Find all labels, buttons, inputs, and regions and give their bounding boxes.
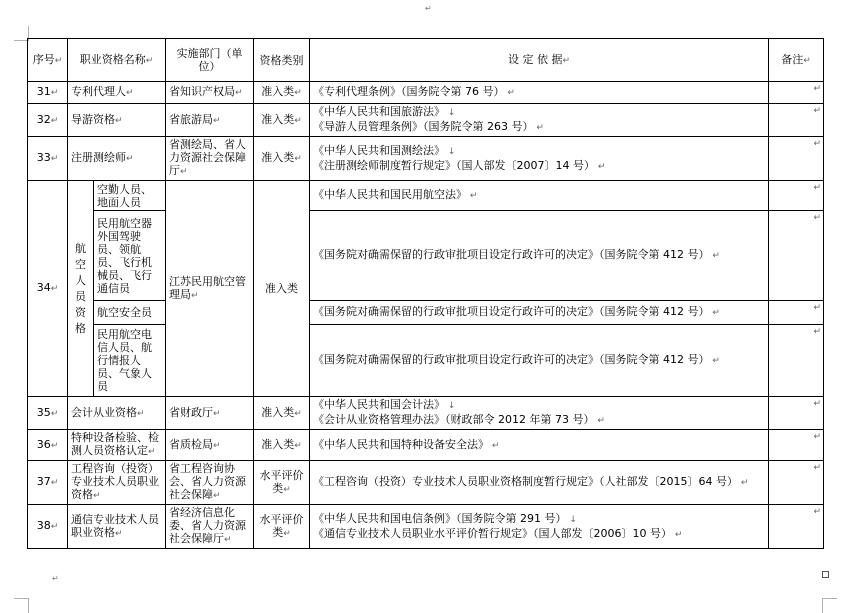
aviation-subrow xyxy=(28,325,824,397)
row-number xyxy=(28,82,68,104)
qualification-name xyxy=(68,505,166,549)
paragraph-mark: ↵ xyxy=(137,408,145,419)
legal-basis xyxy=(310,301,769,325)
note-cell xyxy=(769,430,824,461)
paragraph-mark: ↵ xyxy=(813,213,822,223)
row-number-text: 31 xyxy=(36,85,51,98)
qualification-name-text: 会计从业资格 xyxy=(71,405,137,419)
department xyxy=(166,104,254,137)
aviation-group-text: 航空人员资格 xyxy=(75,241,86,335)
sub-name-text: 民用航空电信人员、航行情报人员、气象人员 xyxy=(97,328,152,393)
department xyxy=(166,505,254,549)
department xyxy=(166,397,254,430)
note-cell xyxy=(769,301,824,325)
row-number xyxy=(28,137,68,181)
paragraph-mark: ↵ xyxy=(180,167,188,177)
qualification-type xyxy=(254,104,310,137)
paragraph-mark: ↵ xyxy=(50,478,59,488)
header-note: 备注↵ xyxy=(769,39,824,82)
legal-basis xyxy=(310,104,769,137)
aviation-sub-name xyxy=(94,181,166,211)
aviation-subrow xyxy=(28,301,824,325)
paragraph-mark: ↵ xyxy=(115,115,123,126)
basis-line xyxy=(313,398,765,413)
table-resize-handle[interactable] xyxy=(822,571,829,578)
legal-basis xyxy=(310,137,769,181)
type-text: 水平评价类 xyxy=(259,512,304,539)
note-cell xyxy=(769,211,824,301)
row-number-text: 32 xyxy=(36,112,51,126)
qualification-name xyxy=(68,104,166,137)
type-text: 准入类 xyxy=(261,405,295,419)
header-dept: 实施部门（单位） xyxy=(166,39,254,82)
paragraph-mark: ↵ xyxy=(533,123,544,133)
paragraph-mark: ↵ xyxy=(425,4,432,13)
paragraph-mark: ↵ xyxy=(813,463,822,473)
paragraph-mark: ↵ xyxy=(504,88,515,98)
sub-name-text: 空勤人员、地面人员 xyxy=(97,182,152,209)
paragraph-mark: ↵ xyxy=(813,507,822,517)
paragraph-mark: ↵ xyxy=(126,154,134,164)
paragraph-mark: ↵ xyxy=(467,191,478,201)
basis-text: 《通信专业技术人员职业水平评价暂行规定》（国人部发〔2006〕10 号） xyxy=(313,526,673,540)
basis-text: 《中华人民共和国会计法》 xyxy=(313,398,446,411)
paragraph-mark: ↵ xyxy=(283,528,291,539)
row-number-text: 36 xyxy=(36,437,51,451)
basis-text: 《工程咨询（投资）专业技术人员职业资格制度暂行规定》（人社部发〔2015〕64 号） xyxy=(313,475,739,488)
department xyxy=(166,461,254,505)
paragraph-mark: ↵ xyxy=(813,106,822,116)
qualification-name xyxy=(68,430,166,461)
type-text: 准入类 xyxy=(261,85,295,98)
basis-line xyxy=(313,105,765,120)
paragraph-mark: ↵ xyxy=(294,408,302,419)
row-number xyxy=(28,104,68,137)
basis-text: 《中华人民共和国特种设备安全法》 xyxy=(313,437,490,451)
header-type: 资格类别 xyxy=(254,39,310,82)
paragraph-mark: ↵ xyxy=(50,88,59,98)
basis-text: 《会计从业资格管理办法》（财政部令 2012 年第 73 号） xyxy=(313,413,595,426)
header-no: 序号↵ xyxy=(28,39,68,82)
department xyxy=(166,430,254,461)
table-row xyxy=(28,397,824,430)
paragraph-mark: ↵ xyxy=(813,327,822,337)
row-number-text: 33 xyxy=(36,151,51,164)
paragraph-mark: ↵ xyxy=(294,88,302,98)
note-cell xyxy=(769,505,824,549)
row-number xyxy=(28,430,68,461)
type-text: 准入类 xyxy=(265,282,299,295)
note-cell xyxy=(769,104,824,137)
basis-line xyxy=(313,413,765,428)
note-cell xyxy=(769,82,824,104)
aviation-group-label xyxy=(68,181,94,397)
qualification-type xyxy=(254,430,310,461)
paragraph-mark: ↵ xyxy=(294,115,302,126)
qualification-name-text: 专利代理人 xyxy=(71,85,126,98)
department xyxy=(166,82,254,104)
qualification-name xyxy=(68,82,166,104)
paragraph-mark: ↵ xyxy=(50,154,59,164)
legal-basis xyxy=(310,505,769,549)
basis-text: 《国务院对确需保留的行政审批项目设定行政许可的决定》（国务院令第 412 号） xyxy=(313,305,710,318)
paragraph-mark: ↵ xyxy=(738,478,749,488)
paragraph-mark: ↵ xyxy=(224,535,232,545)
paragraph-mark: ↵ xyxy=(52,574,59,583)
paragraph-mark: ↵ xyxy=(50,284,59,294)
qualification-name xyxy=(68,461,166,505)
qualification-name xyxy=(68,397,166,430)
row-number-text: 35 xyxy=(36,405,51,419)
paragraph-mark: ↵ xyxy=(213,440,221,451)
qualification-type xyxy=(254,461,310,505)
qualification-type xyxy=(254,397,310,430)
paragraph-mark: ↵ xyxy=(294,154,302,164)
row-number-text: 37 xyxy=(36,475,51,488)
paragraph-mark: ↵ xyxy=(50,522,59,532)
paragraph-mark: ↵ xyxy=(709,308,720,318)
row-number-text: 34 xyxy=(36,281,51,294)
department-text: 省测绘局、省人力资源社会保障厅 xyxy=(169,138,247,177)
qualification-table xyxy=(27,38,824,549)
basis-text: 《中华人民共和国测绘法》 xyxy=(313,143,446,157)
paragraph-mark: ↓ xyxy=(445,108,456,118)
basis-line xyxy=(313,438,765,453)
qualification-name-text: 导游资格 xyxy=(71,112,115,126)
qualification-type xyxy=(254,82,310,104)
department-text: 省财政厅 xyxy=(169,405,214,419)
department xyxy=(166,181,254,397)
table-row xyxy=(28,505,824,549)
basis-line xyxy=(313,527,765,542)
table-row xyxy=(28,82,824,104)
type-text: 准入类 xyxy=(261,112,295,126)
basis-text: 《注册测绘师制度暂行规定》（国人部发〔2007〕14 号） xyxy=(313,158,596,172)
sub-name-text: 民用航空器外国驾驶员、领航员、飞行机械员、飞行通信员 xyxy=(97,216,152,295)
paragraph-mark: ↵ xyxy=(813,84,822,94)
basis-text: 《中华人民共和国电信条例》（国务院令第 291 号） xyxy=(313,511,567,525)
paragraph-mark: ↵ xyxy=(594,416,605,426)
note-cell xyxy=(769,325,824,397)
basis-text: 《导游人员管理条例》（国务院令第 263 号） xyxy=(313,120,534,133)
legal-basis xyxy=(310,461,769,505)
type-text: 水平评价类 xyxy=(259,468,304,495)
paragraph-mark: ↵ xyxy=(595,161,606,172)
paragraph-mark: ↵ xyxy=(813,139,822,149)
basis-line xyxy=(313,85,765,100)
basis-line xyxy=(313,512,765,527)
basis-text: 《专利代理条例》（国务院令第 76 号） xyxy=(313,85,505,98)
note-cell xyxy=(769,397,824,430)
paragraph-mark: ↵ xyxy=(709,356,720,366)
aviation-subrow xyxy=(28,181,824,211)
basis-line xyxy=(313,475,765,490)
paragraph-mark: ↵ xyxy=(709,251,720,261)
paragraph-mark: ↓ xyxy=(566,514,577,525)
row-number xyxy=(28,461,68,505)
note-cell xyxy=(769,137,824,181)
qualification-type xyxy=(254,505,310,549)
table-row xyxy=(28,430,824,461)
paragraph-mark: ↵ xyxy=(50,440,59,451)
table-row xyxy=(28,104,824,137)
aviation-sub-name xyxy=(94,211,166,301)
paragraph-mark: ↵ xyxy=(191,290,199,301)
paragraph-mark: ↵ xyxy=(813,399,822,409)
department-text: 江苏民用航空管理局 xyxy=(169,274,247,301)
note-cell xyxy=(769,181,824,211)
paragraph-mark: ↵ xyxy=(294,440,302,451)
paragraph-mark: ↵ xyxy=(126,88,134,98)
paragraph-mark: ↵ xyxy=(672,529,683,540)
sub-name-text: 航空安全员 xyxy=(97,306,152,319)
qualification-name-text: 工程咨询（投资）专业技术人员职业资格 xyxy=(71,462,159,501)
crop-mark-bottom-right xyxy=(822,598,837,613)
department-text: 省工程咨询协会、省人力资源社会保障 xyxy=(169,462,247,501)
header-row xyxy=(28,39,824,82)
paragraph-mark: ↵ xyxy=(213,115,221,126)
basis-text: 《中华人民共和国旅游法》 xyxy=(313,105,446,118)
row-number-text: 38 xyxy=(36,519,51,532)
paragraph-mark: ↵ xyxy=(813,183,822,193)
paragraph-mark: ↵ xyxy=(115,528,123,539)
paragraph-mark: ↵ xyxy=(50,408,59,419)
basis-line xyxy=(313,144,765,159)
department-text: 省经济信息化委、省人力资源社会保障厅 xyxy=(169,506,247,545)
crop-mark-bottom-left xyxy=(14,598,29,613)
basis-line xyxy=(313,159,765,174)
department-text: 省旅游局 xyxy=(169,112,214,126)
table-row xyxy=(28,137,824,181)
basis-text: 《国务院对确需保留的行政审批项目设定行政许可的决定》（国务院令第 412 号） xyxy=(313,248,710,261)
legal-basis xyxy=(310,325,769,397)
paragraph-mark: ↵ xyxy=(283,484,291,495)
table-row xyxy=(28,461,824,505)
paragraph-mark: ↵ xyxy=(489,440,500,451)
department-text: 省质检局 xyxy=(169,437,214,451)
legal-basis xyxy=(310,430,769,461)
qualification-type xyxy=(254,137,310,181)
qualification-name-text: 通信专业技术人员职业资格 xyxy=(71,512,159,539)
legal-basis xyxy=(310,181,769,211)
paragraph-mark: ↵ xyxy=(813,303,822,313)
basis-line xyxy=(313,120,765,135)
paragraph-mark: ↵ xyxy=(93,491,101,501)
header-basis: 设 定 依 据↵ xyxy=(310,39,769,82)
department xyxy=(166,137,254,181)
basis-text: 《国务院对确需保留的行政审批项目设定行政许可的决定》（国务院令第 412 号） xyxy=(313,353,710,366)
row-number xyxy=(28,181,68,397)
paragraph-mark: ↓ xyxy=(445,401,456,411)
row-number xyxy=(28,505,68,549)
aviation-sub-name xyxy=(94,325,166,397)
paragraph-mark: ↵ xyxy=(50,115,59,126)
type-text: 准入类 xyxy=(261,151,295,164)
paragraph-mark: ↵ xyxy=(213,408,221,419)
paragraph-mark: ↵ xyxy=(213,491,221,501)
paragraph-mark: ↵ xyxy=(148,447,156,457)
aviation-subrow xyxy=(28,211,824,301)
qualification-name xyxy=(68,137,166,181)
paragraph-mark: ↵ xyxy=(235,88,243,98)
row-number xyxy=(28,397,68,430)
paragraph-mark: ↵ xyxy=(813,432,822,442)
basis-text: 《中华人民共和国民用航空法》 xyxy=(313,188,468,201)
legal-basis xyxy=(310,211,769,301)
department-text: 省知识产权局 xyxy=(169,85,236,98)
header-name: 职业资格名称↵ xyxy=(68,39,166,82)
type-text: 准入类 xyxy=(261,437,295,451)
note-cell xyxy=(769,461,824,505)
legal-basis xyxy=(310,82,769,104)
aviation-sub-name xyxy=(94,301,166,325)
qualification-name-text: 注册测绘师 xyxy=(71,151,126,164)
qualification-name-text: 特种设备检验、检测人员资格认定 xyxy=(71,431,159,457)
qualification-type xyxy=(254,181,310,397)
legal-basis xyxy=(310,397,769,430)
paragraph-mark: ↓ xyxy=(445,146,456,157)
